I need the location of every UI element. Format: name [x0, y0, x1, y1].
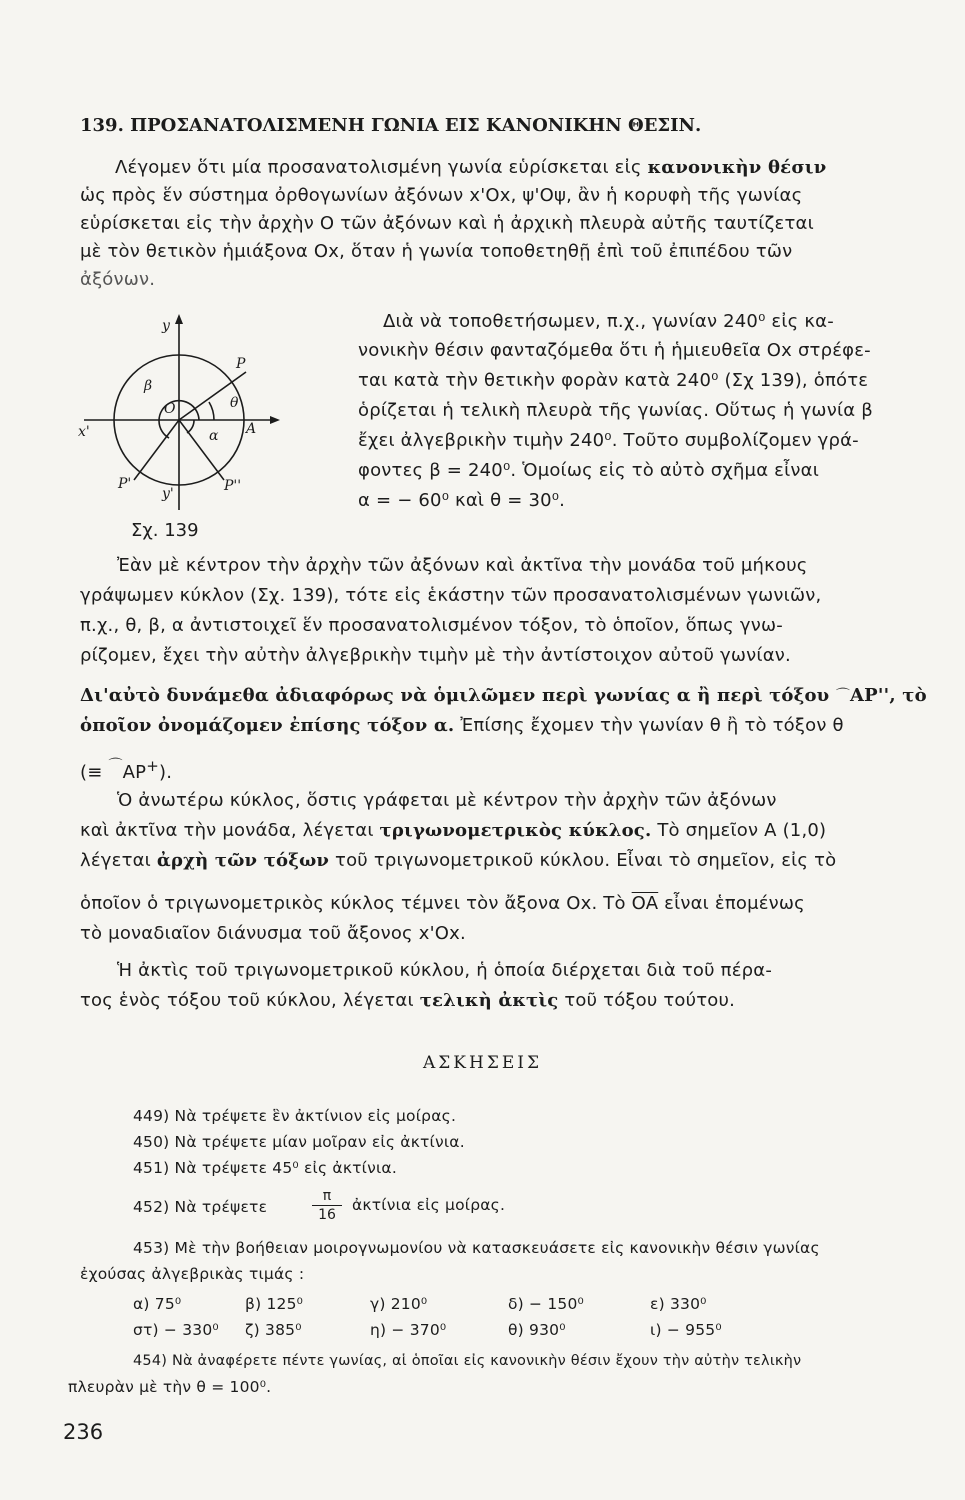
paragraph-line: ρίζομεν, ἔχει τὴν αὐτὴν ἀλγεβρικὴν τιμὴν μὲ τὴν ἀντίστοιχον αὐτοῦ γωνίαν. — [80, 645, 791, 666]
exercise-item: ἐχούσας ἀλγεβρικὰς τιμάς : — [80, 1265, 305, 1283]
fraction-denominator: 16 — [318, 1207, 336, 1223]
trig-circle-figure — [74, 310, 294, 520]
bold-term: κανονικὴν θέσιν — [647, 157, 827, 178]
arc-mark: ⌒ — [835, 688, 851, 704]
paragraph-line: νονικὴν θέσιν φανταζόμεθα ὅτι ἡ ἡμιευθεῖα Ox στρέφε- — [358, 340, 871, 361]
paragraph-line — [115, 157, 826, 179]
paragraph-line: εὑρίσκεται εἰς τὴν ἀρχὴν O τῶν ἀξόνων καὶ ἡ ἀρχικὴ πλευρὰ αὐτῆς ταυτίζεται — [80, 213, 814, 234]
exercise-item: 453) Μὲ τὴν βοήθειαν μοιρογνωμονίου νὰ κατασκευάσετε εἰς κανονικὴν θέσιν γωνίας — [133, 1239, 820, 1257]
paragraph-line: Ἐὰν μὲ κέντρον τὴν ἀρχὴν τῶν ἀξόνων καὶ ἀκτῖνα τὴν μονάδα τοῦ μήκους — [117, 555, 808, 576]
text-run: τος ἑνὸς τόξου τοῦ κύκλου, λέγεται — [80, 990, 420, 1011]
label-a: A — [246, 421, 257, 437]
label-x-neg: x' — [78, 424, 90, 440]
x-arrow — [270, 416, 280, 424]
exercise-item: ἀκτίνια εἰς μοίρας. — [352, 1196, 506, 1214]
paragraph-line — [80, 820, 826, 842]
paragraph-line: Ὁ ἀνωτέρω κύκλος, ὅστις γράφεται μὲ κέντρον τὴν ἀρχὴν τῶν ἀξόνων — [117, 790, 777, 811]
answer-option: η) − 370⁰ — [370, 1321, 447, 1339]
text-run: λέγεται — [80, 850, 157, 871]
paragraph-line: ὡς πρὸς ἕν σύστημα ὀρθογωνίων ἀξόνων x'Ox, ψ'Oψ, ἂν ἡ κορυφὴ τῆς γωνίας — [80, 185, 803, 206]
exercise-item: 450) Νὰ τρέψετε μίαν μοῖραν εἰς ἀκτίνια. — [133, 1133, 465, 1151]
fraction-bar — [312, 1205, 342, 1206]
fraction-numerator: π — [322, 1188, 332, 1204]
paragraph-line — [80, 755, 172, 784]
paragraph-line: ἔχει ἀλγεβρικὴν τιμὴν 240⁰. Τοῦτο συμβολίζομεν γρά- — [358, 430, 859, 451]
bold-term: ἀρχὴ τῶν τόξων — [156, 850, 330, 871]
exercises-heading: ΑΣΚΗΣΕΙΣ — [423, 1053, 542, 1073]
fraction-pi-over-16 — [312, 1188, 342, 1223]
label-o: O — [164, 401, 176, 417]
terminal-side-p-prime — [134, 420, 179, 480]
label-alpha: α — [209, 428, 219, 444]
paragraph-line: Διὰ νὰ τοποθετήσωμεν, π.χ., γωνίαν 240⁰ εἰς κα- — [383, 311, 834, 332]
answer-option: γ) 210⁰ — [370, 1295, 428, 1313]
answer-option: θ) 930⁰ — [508, 1321, 566, 1339]
paragraph-line: ἀξόνων. — [80, 269, 156, 290]
answer-option: στ) − 330⁰ — [133, 1321, 219, 1339]
paragraph-line: Ἡ ἀκτὶς τοῦ τριγωνομετρικοῦ κύκλου, ἡ ὁποία διέρχεται διὰ τοῦ πέρα- — [117, 960, 773, 981]
text-run: AP — [122, 762, 147, 783]
paragraph-line: μὲ τὸν θετικὸν ἡμιάξονα Ox, ὅταν ἡ γωνία τοποθετηθῇ ἐπὶ τοῦ ἐπιπέδου τῶν — [80, 241, 793, 262]
bold-term: τελικὴ ἀκτὶς — [419, 990, 559, 1011]
label-y-neg: y' — [162, 486, 174, 502]
answer-option: ζ) 385⁰ — [245, 1321, 302, 1339]
label-p-dprime: P'' — [224, 478, 242, 494]
section-title: 139. ΠΡΟΣΑΝΑΤΟΛΙΣΜΕΝΗ ΓΩΝΙΑ ΕΙΣ ΚΑΝΟΝΙΚΗΝ ΘΕΣΙΝ. — [80, 115, 702, 136]
label-p: P — [236, 356, 246, 372]
label-y: y — [162, 318, 170, 334]
paragraph-line — [80, 990, 735, 1012]
vector-oa: $\overline{OA}$ — [631, 893, 659, 914]
paragraph-line — [80, 715, 844, 737]
text-run: τοῦ τόξου τούτου. — [558, 990, 736, 1011]
answer-option: β) 125⁰ — [245, 1295, 304, 1313]
label-theta: θ — [230, 395, 239, 411]
label-p-prime: P' — [118, 476, 132, 492]
exercise-item: πλευρὰν μὲ τὴν θ = 100⁰. — [68, 1378, 272, 1396]
text-run: καὶ ἀκτῖνα τὴν μονάδα, λέγεται — [80, 820, 380, 841]
paragraph-line — [80, 893, 805, 915]
paragraph-line — [80, 685, 927, 707]
paragraph-line: φοντες β = 240⁰. Ὁμοίως εἰς τὸ αὐτὸ σχῆμα εἶναι — [358, 460, 820, 481]
paragraph-line: ται κατὰ τὴν θετικὴν φορὰν κατὰ 240⁰ (Σχ 139), ὁπότε — [358, 370, 869, 391]
arc-theta — [209, 402, 214, 420]
exercise-item: 451) Νὰ τρέψετε 45⁰ εἰς ἀκτίνια. — [133, 1159, 397, 1177]
paragraph-line — [80, 850, 836, 872]
bold-text: AP'' — [850, 685, 890, 706]
paragraph-line: γράψωμεν κύκλον (Σχ. 139), τότε εἰς ἑκάστην τῶν προσανατολισμένων γωνιῶν, — [80, 585, 822, 606]
paragraph-line: α = − 60⁰ καὶ θ = 30⁰. — [358, 490, 566, 511]
exercise-item: 452) Νὰ τρέψετε — [133, 1198, 268, 1216]
text-run: (≡ — [80, 762, 109, 783]
text-run: Τὸ σημεῖον A (1,0) — [651, 820, 827, 841]
bold-text: Δι'αὐτὸ δυνάμεθα ἀδιαφόρως νὰ ὁμιλῶμεν περὶ γωνίας α ἢ περὶ τόξου — [80, 685, 836, 706]
text-run: εἶναι ἑπομένως — [658, 893, 805, 914]
text-run: Λέγομεν ὅτι μία προσανατολισμένη γωνία εὑρίσκεται εἰς — [115, 157, 648, 178]
text-run: Ἐπίσης ἔχομεν τὴν γωνίαν θ ἢ τὸ τόξον θ — [454, 715, 844, 736]
answer-option: α) 75⁰ — [133, 1295, 182, 1313]
answer-option: ε) 330⁰ — [650, 1295, 707, 1313]
page-number: 236 — [63, 1420, 104, 1444]
bold-text: ὁποῖον ὀνομάζομεν ἐπίσης τόξον α. — [80, 715, 455, 736]
exercise-item: 449) Νὰ τρέψετε ἓν ἀκτίνιον εἰς μοίρας. — [133, 1107, 457, 1125]
text-run: ). — [159, 762, 173, 783]
paragraph-line: π.χ., θ, β, α ἀντιστοιχεῖ ἕν προσανατολισμένον τόξον, τὸ ὁποῖον, ὅπως γνω- — [80, 615, 783, 636]
bold-text: , τὸ — [889, 685, 927, 706]
paragraph-line: ὁρίζεται ἡ τελικὴ πλευρὰ τῆς γωνίας. Οὕτως ἡ γωνία β — [358, 400, 873, 421]
text-run: τοῦ τριγωνομετρικοῦ κύκλου. Εἶναι τὸ σημεῖον, εἰς τὸ — [329, 850, 837, 871]
arc-mark: ⌒ — [108, 758, 123, 774]
text-run: ὁποῖον ὁ τριγωνομετρικὸς κύκλος τέμνει τὸν ἄξονα Ox. Τὸ — [80, 893, 632, 914]
figure-caption: Σχ. 139 — [131, 520, 199, 541]
answer-option: δ) − 150⁰ — [508, 1295, 584, 1313]
y-arrow — [175, 314, 183, 324]
exercise-item: 454) Νὰ ἀναφέρετε πέντε γωνίας, αἱ ὁποῖαι εἰς κανονικὴν θέσιν ἔχουν τὴν αὐτὴν τελικὴν — [133, 1353, 802, 1369]
superscript: + — [146, 757, 159, 775]
paragraph-line: τὸ μοναδιαῖον διάνυσμα τοῦ ἄξονος x'Ox. — [80, 923, 466, 944]
label-beta: β — [144, 378, 153, 394]
answer-option: ι) − 955⁰ — [650, 1321, 722, 1339]
bold-term: τριγωνομετρικὸς κύκλος. — [379, 820, 652, 841]
